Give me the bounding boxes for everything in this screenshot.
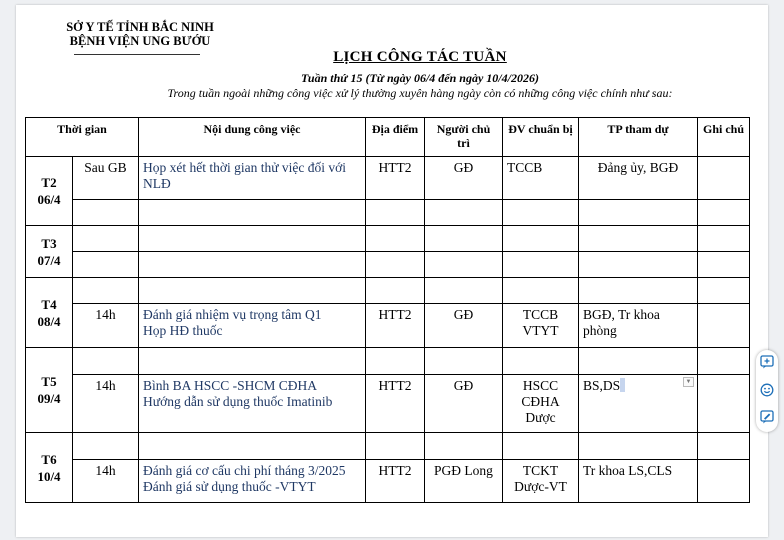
content-cell[interactable]: Đánh giá nhiệm vụ trọng tâm Q1 Họp HĐ thuốc [139,304,366,348]
host-cell[interactable]: GĐ [425,304,503,348]
edit-note-icon[interactable] [759,409,775,425]
day-cell: T3 07/4 [26,226,73,278]
table-row [26,375,750,433]
schedule-table [25,117,750,503]
table-row [26,433,750,460]
table-row [26,278,750,304]
note-cell[interactable] [698,157,750,200]
table-row [26,200,750,226]
unit-cell[interactable]: TCKT Dược-VT [503,460,579,503]
host-cell[interactable]: GĐ [425,157,503,200]
header-content: Nội dung công việc [139,118,366,157]
table-row [26,157,750,200]
place-cell[interactable]: HTT2 [366,375,425,433]
attendees-cell[interactable]: BS,DS ▼ [579,375,698,433]
cell-dropdown-icon[interactable]: ▼ [683,377,694,387]
header-attendees: TP tham dự [579,118,698,157]
note-cell[interactable] [698,460,750,503]
document-title: LỊCH CÔNG TÁC TUẦN [333,49,507,65]
table-row [26,460,750,503]
header-place: Địa điểm [366,118,425,157]
time-cell[interactable]: 14h [73,375,139,433]
attendees-cell[interactable]: Tr khoa LS,CLS [579,460,698,503]
table-header-row [26,118,750,157]
note-cell[interactable] [698,304,750,348]
floating-toolbar [756,350,778,432]
add-comment-icon[interactable] [759,354,775,370]
content-cell[interactable]: Đánh giá cơ cấu chi phí tháng 3/2025 Đánh giá sử dụng thuốc -VTYT [139,460,366,503]
content-cell[interactable]: Bình BA HSCC -SHCM CĐHA Hướng dẫn sử dụng thuốc Imatinib [139,375,366,433]
host-cell[interactable]: PGĐ Long [425,460,503,503]
note-cell[interactable] [698,375,750,433]
time-cell[interactable]: 14h [73,460,139,503]
org-line-1: SỞ Y TẾ TỈNH BẮC NINH [66,20,214,34]
attendees-cell[interactable]: BGĐ, Tr khoa phòng [579,304,698,348]
unit-cell[interactable]: TCCB VTYT [503,304,579,348]
day-cell: T4 08/4 [26,278,73,348]
day-cell: T2 06/4 [26,157,73,226]
table-row [26,226,750,252]
content-cell[interactable]: Họp xét hết thời gian thử việc đối với NLĐ [139,157,366,200]
place-cell[interactable]: HTT2 [366,304,425,348]
time-cell[interactable]: Sau GB [73,157,139,200]
host-cell[interactable]: GĐ [425,375,503,433]
header-host: Người chủ trì [425,118,503,157]
org-line-2: BỆNH VIỆN UNG BƯỚU [69,34,211,48]
week-subtitle: Tuần thứ 15 (Từ ngày 06/4 đến ngày 10/4/2026) [301,71,539,85]
organization-header [50,20,230,48]
time-cell[interactable]: 14h [73,304,139,348]
table-row [26,304,750,348]
table-row [26,348,750,375]
unit-cell[interactable]: TCCB [503,157,579,200]
header-unit: ĐV chuẩn bị [503,118,579,157]
unit-cell[interactable]: HSCC CĐHA Dược [503,375,579,433]
emoji-icon[interactable] [759,382,775,398]
header-time: Thời gian [26,118,139,157]
place-cell[interactable]: HTT2 [366,157,425,200]
day-cell: T6 10/4 [26,433,73,503]
day-cell: T5 09/4 [26,348,73,433]
intro-note: Trong tuần ngoài những công việc xử lý thường xuyên hàng ngày còn có những công việc chính như sau: [167,86,673,100]
attendees-cell[interactable]: Đảng ủy, BGĐ [579,157,698,200]
header-note: Ghi chú [698,118,750,157]
place-cell[interactable]: HTT2 [366,460,425,503]
table-row [26,252,750,278]
text-cursor-highlight [620,378,625,392]
